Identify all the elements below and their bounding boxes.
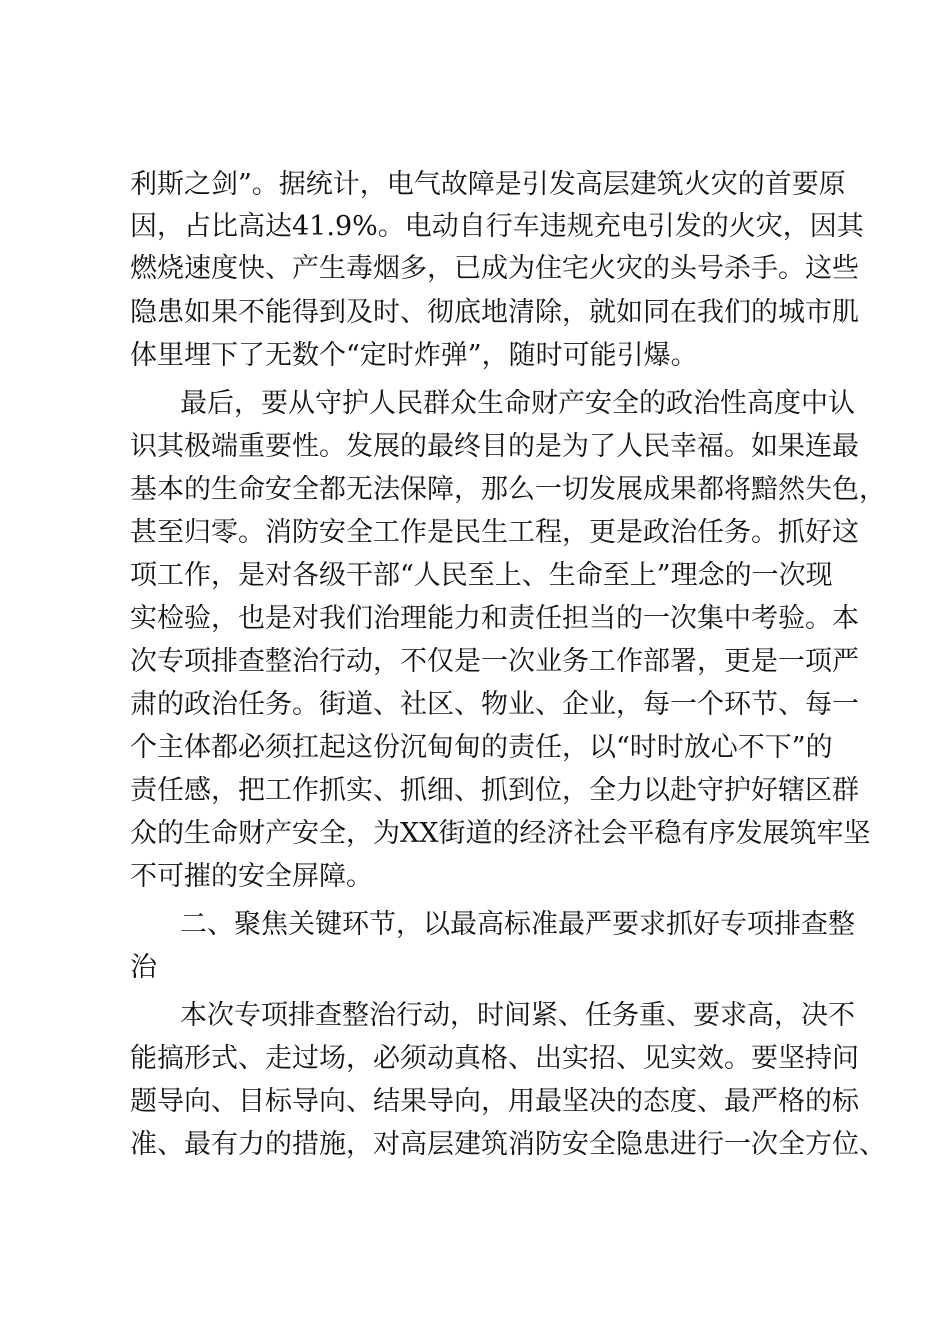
text-line: 隐患如果不能得到及时、彻底地清除，就如同在我们的城市肌: [130, 297, 859, 328]
section-heading: 二、聚焦关键环节，以最高标准最严要求抓好专项排查整: [180, 909, 855, 940]
text-line: 基本的生命安全都无法保障，那么一切发展成果都将黯然失色，: [130, 474, 886, 505]
text-line: 题导向、目标导向、结果导向，用最坚决的态度、最严格的标: [130, 1086, 859, 1117]
text-line: 责任感，把工作抓实、抓细、抓到位，全力以赴守护好辖区群: [130, 775, 859, 806]
text-line: 识其极端重要性。发展的最终目的是为了人民幸福。如果连最: [130, 431, 859, 462]
text-line: 次专项排查整治行动，不仅是一次业务工作部署，更是一项严: [130, 646, 859, 677]
text-line: 众的生命财产安全，为XX街道的经济社会平稳有序发展筑牢坚: [130, 818, 871, 849]
text-line: 甚至归零。消防安全工作是民生工程，更是政治任务。抓好这: [130, 517, 859, 548]
text-line: 燃烧速度快、产生毒烟多，已成为住宅火灾的头号杀手。这些: [130, 253, 859, 284]
text-line: 因，占比高达41.9%。电动自行车违规充电引发的火灾，因其: [130, 211, 864, 242]
text-line: 准、最有力的措施，对高层建筑消防安全隐患进行一次全方位、: [130, 1129, 886, 1160]
text-line: 项工作，是对各级干部“人民至上、生命至上”理念的一次现: [130, 560, 833, 591]
text-line: 利斯之剑”。据统计，电气故障是引发高层建筑火灾的首要原: [130, 169, 846, 200]
text-line: 体里埋下了无数个“定时炸弹”，随时可能引爆。: [130, 340, 698, 371]
text-line: 实检验，也是对我们治理能力和责任担当的一次集中考验。本: [130, 603, 859, 634]
text-line: 能搞形式、走过场，必须动真格、出实招、见实效。要坚持问: [130, 1043, 859, 1074]
text-line: 本次专项排查整治行动，时间紧、任务重、要求高，决不: [180, 1000, 855, 1031]
text-line: 个主体都必须扛起这份沉甸甸的责任，以“时时放心不下”的: [130, 732, 833, 763]
text-line: 肃的政治任务。街道、社区、物业、企业，每一个环节、每一: [130, 689, 859, 720]
section-heading: 治: [130, 952, 157, 983]
text-line: 不可摧的安全屏障。: [130, 861, 373, 892]
text-line: 最后，要从守护人民群众生命财产安全的政治性高度中认: [180, 388, 855, 419]
